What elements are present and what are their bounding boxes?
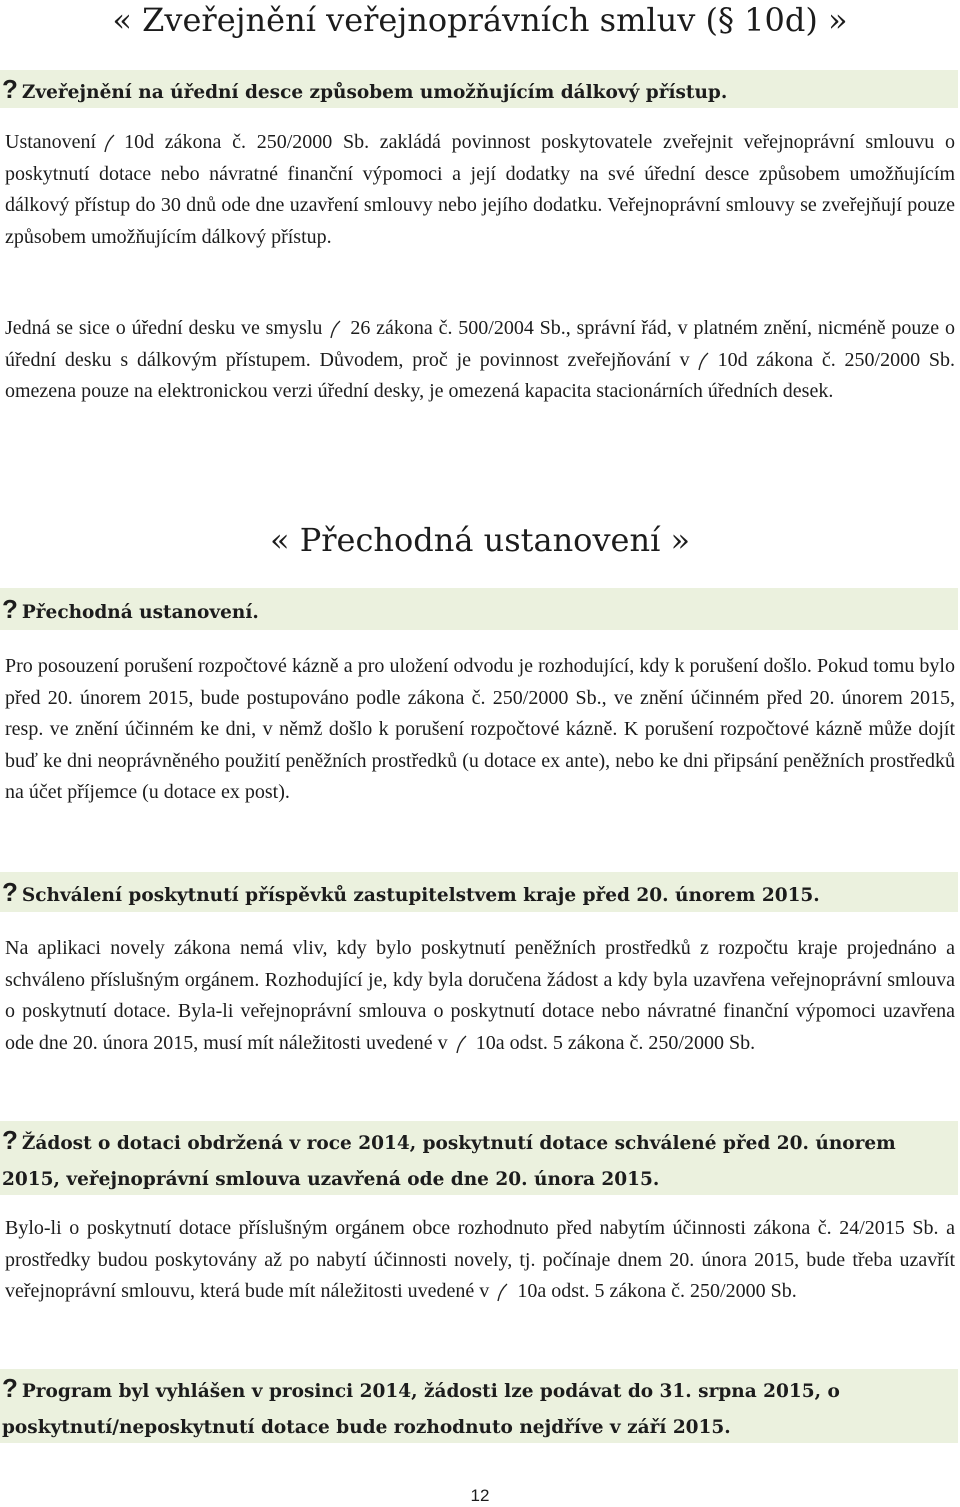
question-box-5 [0, 1369, 958, 1443]
question-mark-icon: ? [2, 594, 18, 624]
question-box-3 [0, 872, 958, 912]
question-box-1 [0, 70, 958, 108]
section-heading-transitional: « Přechodná ustanovení » [269, 521, 691, 559]
question-text: Přechodná ustanovení. [21, 602, 259, 623]
paragraph-official-board: Jedná se sice o úřední desku ve smyslu 26 zákona č. 500/2004 Sb., správní řád, v platném znění, nicméně pouze o úřední desku s dálkovým přístupem. Důvodem, proč je povinnost zveřejňování v 10d zákona č. 250/2000 Sb. omezena pouze na elektronickou verzi úřední desky, je omezená kapacita stacionárních úředních desek. [5, 317, 955, 402]
question-mark-icon: ? [2, 1125, 18, 1155]
question-text: Zveřejnění na úřední desce způsobem umožňujícím dálkový přístup. [21, 82, 728, 103]
paragraph-publication-rule: Ustanovení 10d zákona č. 250/2000 Sb. zakládá povinnost poskytovatele zveřejnit veřejnoprávní smlouvu o poskytnutí dotace nebo návratné finanční výpomoci a její dodatky na své úřední desce způsobem umožňujícím dálkový přístup do 30 dnů ode dne uzavření smlouvy nebo jejího dodatku. Veřejnoprávní smlouvy se zveřejňují pouze způsobem umožňujícím dálkový přístup. [5, 131, 955, 248]
question-mark-icon: ? [2, 1373, 18, 1403]
paragraph-municipal-decision: Bylo-li o poskytnutí dotace příslušným orgánem obce rozhodnuto před nabytím účinnosti zákona č. 24/2015 Sb. a prostředky budou poskytovány až po nabytí účinnosti novely, tj. počínaje dnem 20. února 2015, bude třeba uzavřít veřejnoprávní smlouvu, která bude mít náležitosti uvedené v 10a odst. 5 zákona č. 250/2000 Sb. [5, 1217, 955, 1302]
section-sign-icon [495, 1282, 509, 1302]
question-mark-icon: ? [2, 877, 18, 907]
question-text: Schválení poskytnutí příspěvků zastupitelstvem kraje před 20. únorem 2015. [21, 885, 820, 906]
question-text: Program byl vyhlášen v prosinci 2014, žádosti lze podávat do 31. srpna 2015, o poskytnutí/neposkytnutí dotace bude rozhodnuto nejdříve v září 2015. [2, 1381, 840, 1438]
page-number: 12 [470, 1486, 490, 1505]
question-text: Žádost o dotaci obdržená v roce 2014, poskytnutí dotace schválené před 20. únorem 2015, veřejnoprávní smlouva uzavřená ode dne 20. února 2015. [2, 1133, 896, 1190]
paragraph-budget-discipline: Pro posouzení porušení rozpočtové kázně a pro uložení odvodu je rozhodující, kdy k porušení došlo. Pokud tomu bylo před 20. únorem 2015, bude postupováno podle zákona č. 250/2000 Sb., ve znění účinném před 20. únorem 2015, resp. ve znění účinném ke dni, v němž došlo k porušení rozpočtové kázně. K porušení rozpočtové kázně může dojít buď ke dni neoprávněného použití peněžních prostředků (u dotace ex ante), nebo ke dni připsání peněžních prostředků na účet příjemce (u dotace ex post). [5, 655, 955, 803]
section-sign-icon [696, 351, 710, 371]
question-mark-icon: ? [2, 74, 18, 104]
section-sign-icon [328, 319, 342, 339]
section-heading-publication: « Zveřejnění veřejnoprávních smluv (§ 10d) » [112, 1, 848, 39]
question-box-4 [0, 1121, 958, 1195]
paragraph-approval: Na aplikaci novely zákona nemá vliv, kdy bylo poskytnutí peněžních prostředků z rozpočtu kraje projednáno a schváleno příslušným orgánem. Rozhodující je, kdy byla doručena žádost a kdy byla uzavřena veřejnoprávní smlouva o poskytnutí dotace. Byla-li veřejnoprávní smlouva o poskytnutí dotace nebo návratné finanční výpomoci uzavřena ode dne 20. února 2015, musí mít náležitosti uvedené v 10a odst. 5 zákona č. 250/2000 Sb. [5, 937, 955, 1054]
section-sign-icon [102, 133, 116, 153]
section-sign-icon [454, 1034, 468, 1054]
question-box-2 [0, 588, 958, 630]
